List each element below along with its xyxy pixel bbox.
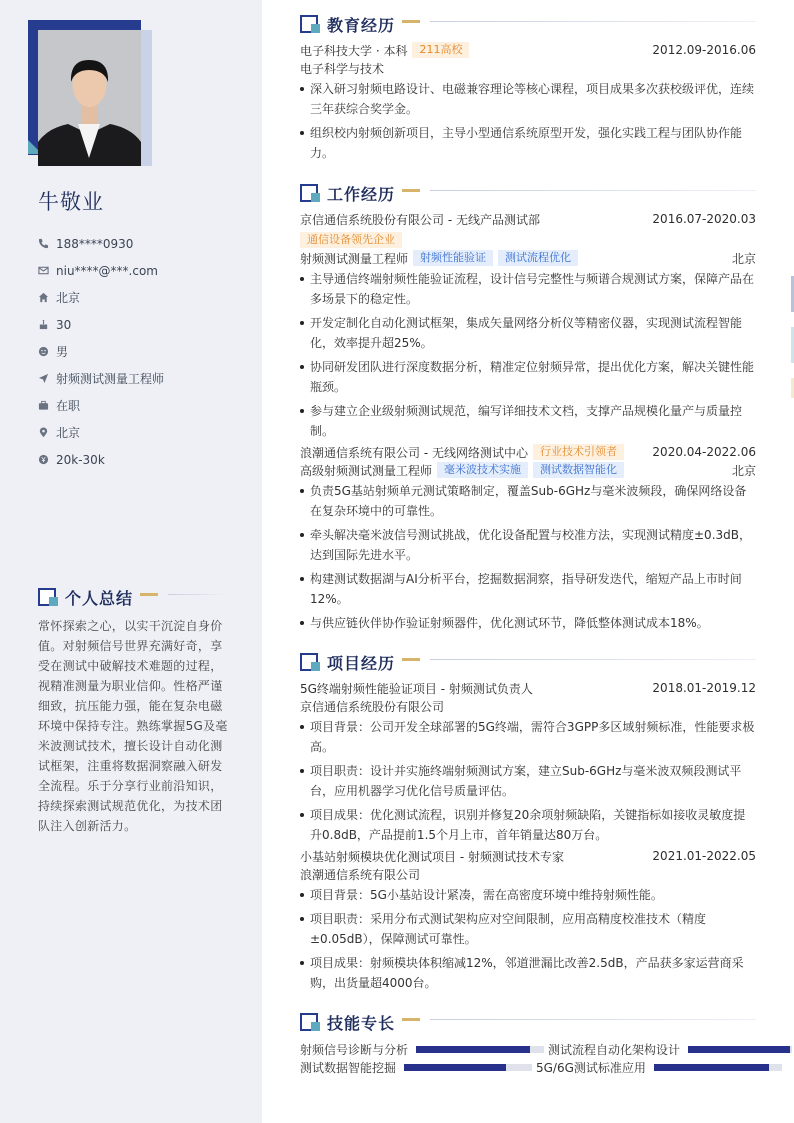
list-item: 负责5G基站射频单元测试策略制定，覆盖Sub-6GHz与毫米波频段，确保网络设备在复杂环境中的可靠性。 bbox=[300, 481, 756, 521]
contact-info bbox=[38, 230, 238, 473]
info-row-status bbox=[38, 392, 238, 419]
company-name: 京信通信系统股份有限公司 - 无线产品测试部 bbox=[300, 212, 540, 227]
skills-heading bbox=[300, 1010, 756, 1034]
school-name: 电子科技大学 · 本科 bbox=[300, 43, 408, 58]
project-1 bbox=[300, 679, 756, 849]
info-row-salary bbox=[38, 446, 238, 473]
cake-icon bbox=[38, 319, 49, 330]
list-item: 深入研习射频电路设计、电磁兼容理论等核心课程，项目成果多次获校级评优，连续三年获综合奖学金。 bbox=[300, 79, 756, 119]
company-tag: 通信设备领先企业 bbox=[300, 232, 402, 248]
skill-tag: 测试流程优化 bbox=[498, 250, 578, 266]
list-item: 项目职责：设计并实施终端射频测试方案，建立Sub-6GHz与毫米波双频段测试平台，应用机器学习优化信号质量评估。 bbox=[300, 761, 756, 801]
project-period: 2018.01-2019.12 bbox=[652, 681, 756, 695]
list-item: 协同研发团队进行深度数据分析，精准定位射频异常，提出优化方案，解决关键性能瓶颈。 bbox=[300, 357, 756, 397]
salary-text: 20k-30k bbox=[56, 452, 105, 467]
skill-fill bbox=[688, 1046, 790, 1053]
list-item: 与供应链伙伴协作验证射频器件，优化测试环节，降低整体测试成本18%。 bbox=[300, 613, 756, 633]
skill-bar bbox=[688, 1046, 792, 1053]
skill-name: 测试数据智能挖掘 bbox=[300, 1060, 397, 1075]
skill-bar bbox=[654, 1064, 782, 1071]
skill-name: 5G/6G测试标准应用 bbox=[536, 1060, 646, 1075]
skills-title: 技能专长 bbox=[327, 1014, 396, 1033]
list-item: 牵头解决毫米波信号测试挑战，优化设备配置与校准方法，实现测试精度±0.3dB，达到国际先进水平。 bbox=[300, 525, 756, 565]
briefcase-icon bbox=[38, 400, 49, 411]
info-row-location bbox=[38, 419, 238, 446]
info-row-email bbox=[38, 257, 238, 284]
education-period: 2012.09-2016.06 bbox=[652, 43, 756, 57]
email-text: niu****@***.com bbox=[56, 263, 158, 278]
job-city: 北京 bbox=[731, 463, 756, 478]
list-item: 项目职责：采用分布式测试架构应对空间限制，应用高精度校准技术（精度±0.05dB），保障测试可靠性。 bbox=[300, 909, 756, 949]
skill-fill bbox=[654, 1064, 769, 1071]
skill-fill bbox=[404, 1064, 506, 1071]
position-text: 射频测试测量工程师 bbox=[56, 372, 165, 386]
project-org: 京信通信系统股份有限公司 bbox=[300, 699, 445, 714]
summary-heading bbox=[38, 585, 228, 609]
projects-heading bbox=[300, 650, 756, 674]
job-role: 高级射频测试测量工程师 bbox=[300, 463, 433, 478]
project-name: 小基站射频模块优化测试项目 - 射频测试技术专家 bbox=[300, 849, 564, 864]
skill-name: 测试流程自动化架构设计 bbox=[548, 1042, 681, 1057]
company-tag: 行业技术引领者 bbox=[533, 444, 624, 460]
sidebar bbox=[0, 0, 262, 1123]
company-name: 浪潮通信系统有限公司 - 无线网络测试中心 bbox=[300, 445, 528, 460]
list-item: 构建测试数据湖与AI分析平台，挖掘数据洞察，指导研发迭代，缩短产品上市时间12%。 bbox=[300, 569, 756, 609]
job-city: 北京 bbox=[731, 251, 756, 266]
school-tag: 211高校 bbox=[412, 42, 469, 58]
photo-frame bbox=[28, 20, 152, 166]
skill-tag: 测试数据智能化 bbox=[533, 462, 624, 478]
info-row-position bbox=[38, 365, 238, 392]
project-name: 5G终端射频性能验证项目 - 射频测试负责人 bbox=[300, 681, 533, 696]
gender-icon bbox=[38, 346, 49, 357]
list-item: 项目成果：射频模块体积缩减12%，邻道泄漏比改善2.5dB，产品获多家运营商采购，出货量超4000台。 bbox=[300, 953, 756, 993]
home-icon bbox=[38, 292, 49, 303]
list-item: 项目背景：5G小基站设计紧凑，需在高密度环境中维持射频性能。 bbox=[300, 885, 756, 905]
home-text: 北京 bbox=[56, 291, 81, 305]
project-org: 浪潮通信系统有限公司 bbox=[300, 867, 421, 882]
skill-tag: 射频性能验证 bbox=[413, 250, 493, 266]
work-job-2 bbox=[300, 443, 756, 637]
phone-text: 188****0930 bbox=[56, 236, 134, 251]
list-item: 组织校内射频创新项目，主导小型通信系统原型开发，强化实践工程与团队协作能力。 bbox=[300, 123, 756, 163]
list-item: 项目成果：优化测试流程，识别并修复20余项射频缺陷，关键指标如接收灵敏度提升0.8dB，产品提前1.5个月上市，首年销量达80万台。 bbox=[300, 805, 756, 845]
job-period: 2016.07-2020.03 bbox=[652, 212, 756, 226]
project-2 bbox=[300, 847, 756, 997]
major: 电子科学与技术 bbox=[300, 61, 385, 76]
location-pin-icon bbox=[38, 427, 49, 438]
list-item: 主导通信终端射频性能验证流程，设计信号完整性与频谱合规测试方案，保障产品在多场景下的稳定性。 bbox=[300, 269, 756, 309]
skill-item bbox=[300, 1040, 544, 1058]
skill-fill bbox=[416, 1046, 530, 1053]
gender-text: 男 bbox=[56, 345, 69, 359]
phone-icon bbox=[38, 238, 49, 249]
project-period: 2021.01-2022.05 bbox=[652, 849, 756, 863]
skill-item bbox=[548, 1040, 792, 1058]
work-job-1 bbox=[300, 210, 756, 445]
education-title: 教育经历 bbox=[327, 16, 396, 35]
location-text: 北京 bbox=[56, 426, 81, 440]
skill-tag: 毫米波技术实施 bbox=[437, 462, 528, 478]
skill-bar bbox=[404, 1064, 532, 1071]
education-section bbox=[300, 41, 756, 167]
salary-icon bbox=[38, 454, 49, 465]
list-item: 开发定制化自动化测试框架，集成矢量网络分析仪等精密仪器，实现测试流程智能化，效率提升超25%。 bbox=[300, 313, 756, 353]
person-name: 牛敬业 bbox=[38, 190, 104, 214]
list-item: 项目背景：公司开发全球部署的5G终端，需符合3GPP多区域射频标准，性能要求极高。 bbox=[300, 717, 756, 757]
info-row-gender bbox=[38, 338, 238, 365]
status-text: 在职 bbox=[56, 399, 81, 413]
age-text: 30 bbox=[56, 317, 72, 332]
skill-item bbox=[300, 1058, 532, 1076]
skill-name: 射频信号诊断与分析 bbox=[300, 1042, 409, 1057]
send-icon bbox=[38, 373, 49, 384]
education-heading bbox=[300, 12, 756, 36]
info-row-age bbox=[38, 311, 238, 338]
list-item: 参与建立企业级射频测试规范，编写详细技术文档，支撑产品规模化量产与质量控制。 bbox=[300, 401, 756, 441]
projects-title: 项目经历 bbox=[327, 654, 396, 673]
work-title: 工作经历 bbox=[327, 185, 396, 204]
summary-title: 个人总结 bbox=[65, 589, 134, 608]
skill-item bbox=[536, 1058, 782, 1076]
skill-bar bbox=[416, 1046, 544, 1053]
portrait-image bbox=[38, 30, 141, 166]
summary-text: 常怀探索之心，以实干沉淀自身价值。对射频信号世界充满好奇，享受在测试中破解技术难题的过程，视精准测量为职业信仰。性格严谨细致，抗压能力强，能在复杂电磁环境中保持专注。熟练掌握5G及毫米波测试技术，擅长设计自动化测试框架，注重将数据洞察融入研发全流程。乐于分享行业前沿知识，持续探索测试规范优化，为技术团队注入创新活力。 bbox=[38, 619, 228, 833]
work-heading bbox=[300, 181, 756, 205]
job-period: 2020.04-2022.06 bbox=[652, 445, 756, 459]
info-row-phone bbox=[38, 230, 238, 257]
job-role: 射频测试测量工程师 bbox=[300, 251, 409, 266]
info-row-home bbox=[38, 284, 238, 311]
avatar bbox=[38, 30, 141, 166]
mail-icon bbox=[38, 265, 49, 276]
